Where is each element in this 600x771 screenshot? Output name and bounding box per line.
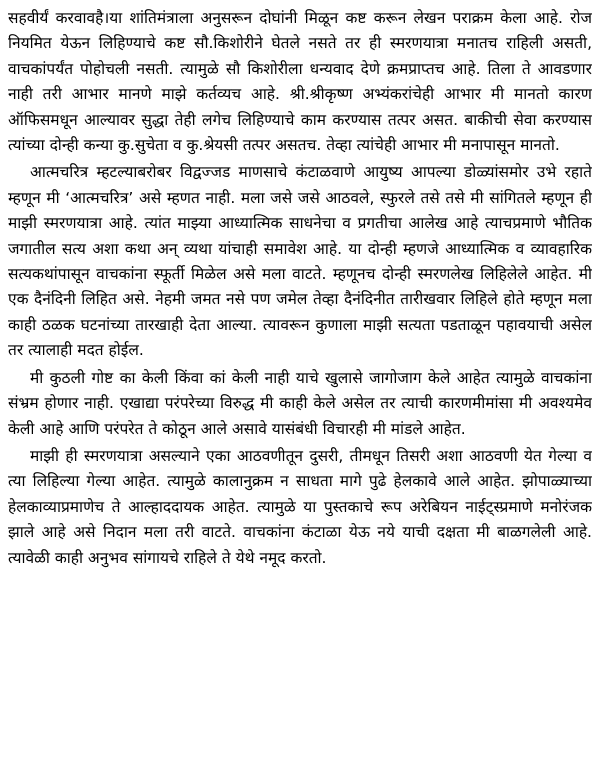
paragraph: आत्मचरित्र म्हटल्याबरोबर विद्वज्जड माणसाचे कंटाळवाणे आयुष्य आपल्या डोळ्यांसमोर उभे रहाते म्हणून मी ‘आत्मचरित्र’ असे म्हणत नाही. मला जसे जसे आठवले, स्फुरले तसे तसे मी सांगितले म्हणून ही माझी स्मरणयात्रा आहे. त्यांत माझ्या आध्यात्मिक साधनेचा व प्रगतीचा आलेख आहे त्याचप्रमाणे भौतिक जगातील सत्य अशा कथा अन् व्यथा यांचाही समावेश आहे. या दोन्ही म्हणजे आध्यात्मिक व व्यावहारिक सत्यकथांपासून वाचकांना स्फूर्ती मिळेल असे मला वाटते. म्हणूनच दोन्ही स्मरणलेख लिहिलेले आहेत. मी एक दैनंदिनी लिहित असे. नेहमी जमत नसे पण जमेल तेव्हा दैनंदिनीत तारीखवार लिहिले होते म्हणून मला काही ठळक घटनांच्या तारखाही देता आल्या. त्यावरून कुणाला माझी सत्यता पडताळून पहावयाची असेल तर त्यालाही मदत होईल. <box>8 163 592 360</box>
document-page <box>8 6 592 766</box>
paragraph: माझी ही स्मरणयात्रा असल्याने एका आठवणीतून दुसरी, तीमधून तिसरी अशा आठवणी येत गेल्या व त्या लिहिल्या गेल्या आहेत. त्यामुळे कालानुक्रम न साधता मागे पुढे हेलकावे आले आहेत. झोपाळ्याच्या हेलकाव्याप्रमाणेच ते आल्हाददायक आहेत. त्यामुळे या पुस्तकाचे रूप अरेबियन नाईट्स्प्रमाणे मनोरंजक झाले आहे असे निदान मला तरी वाटते. वाचकांना कंटाळा येऊ नये याची दक्षता मी बाळगलेली आहे. त्यावेळी काही अनुभव सांगायचे राहिले ते येथे नमूद करतो. <box>8 446 592 567</box>
paragraph: सहवीर्यं करवावहै।या शांतिमंत्राला अनुसरून दोघांनी मिळून कष्ट करून लेखन पराक्रम केला आहे. रोज नियमित येऊन लिहिण्याचे कष्ट सौ.किशोरीने घेतले नसते तर ही स्मरणयात्रा मनातच राहिली असती, वाचकांपर्यंत पोहोचली नसती. त्यामुळे सौ किशोरीला धन्यवाद देणे क्रमप्राप्तच आहे. तिला ते आवडणार नाही तरी आभार मानणे माझे कर्तव्यच आहे. श्री.श्रीकृष्ण अभ्यंकरांचेही आभार मी मानतो कारण ऑफिसमधून आल्यावर सुद्धा तेही लगेच लिहिण्याचे काम करण्यास तत्पर असत. बाकीची सेवा करण्यास त्यांच्या दोन्ही कन्या कु.सुचेता व कु.श्रेयसी तत्पर असतच. तेव्हा त्यांचेही आभार मी मनापासून मानतो. <box>8 9 592 155</box>
paragraph: मी कुठली गोष्ट का केली किंवा कां केली नाही याचे खुलासे जागोजाग केले आहेत त्यामुळे वाचकांना संभ्रम होणार नाही. एखाद्या परंपरेच्या विरुद्ध मी काही केले असेल तर त्याची कारणमीमांसा मी अवश्यमेव केली आहे आणि परंपरेत ते कोठून आले असावे यासंबंधी विचारही मी मांडले आहेत. <box>8 368 592 438</box>
